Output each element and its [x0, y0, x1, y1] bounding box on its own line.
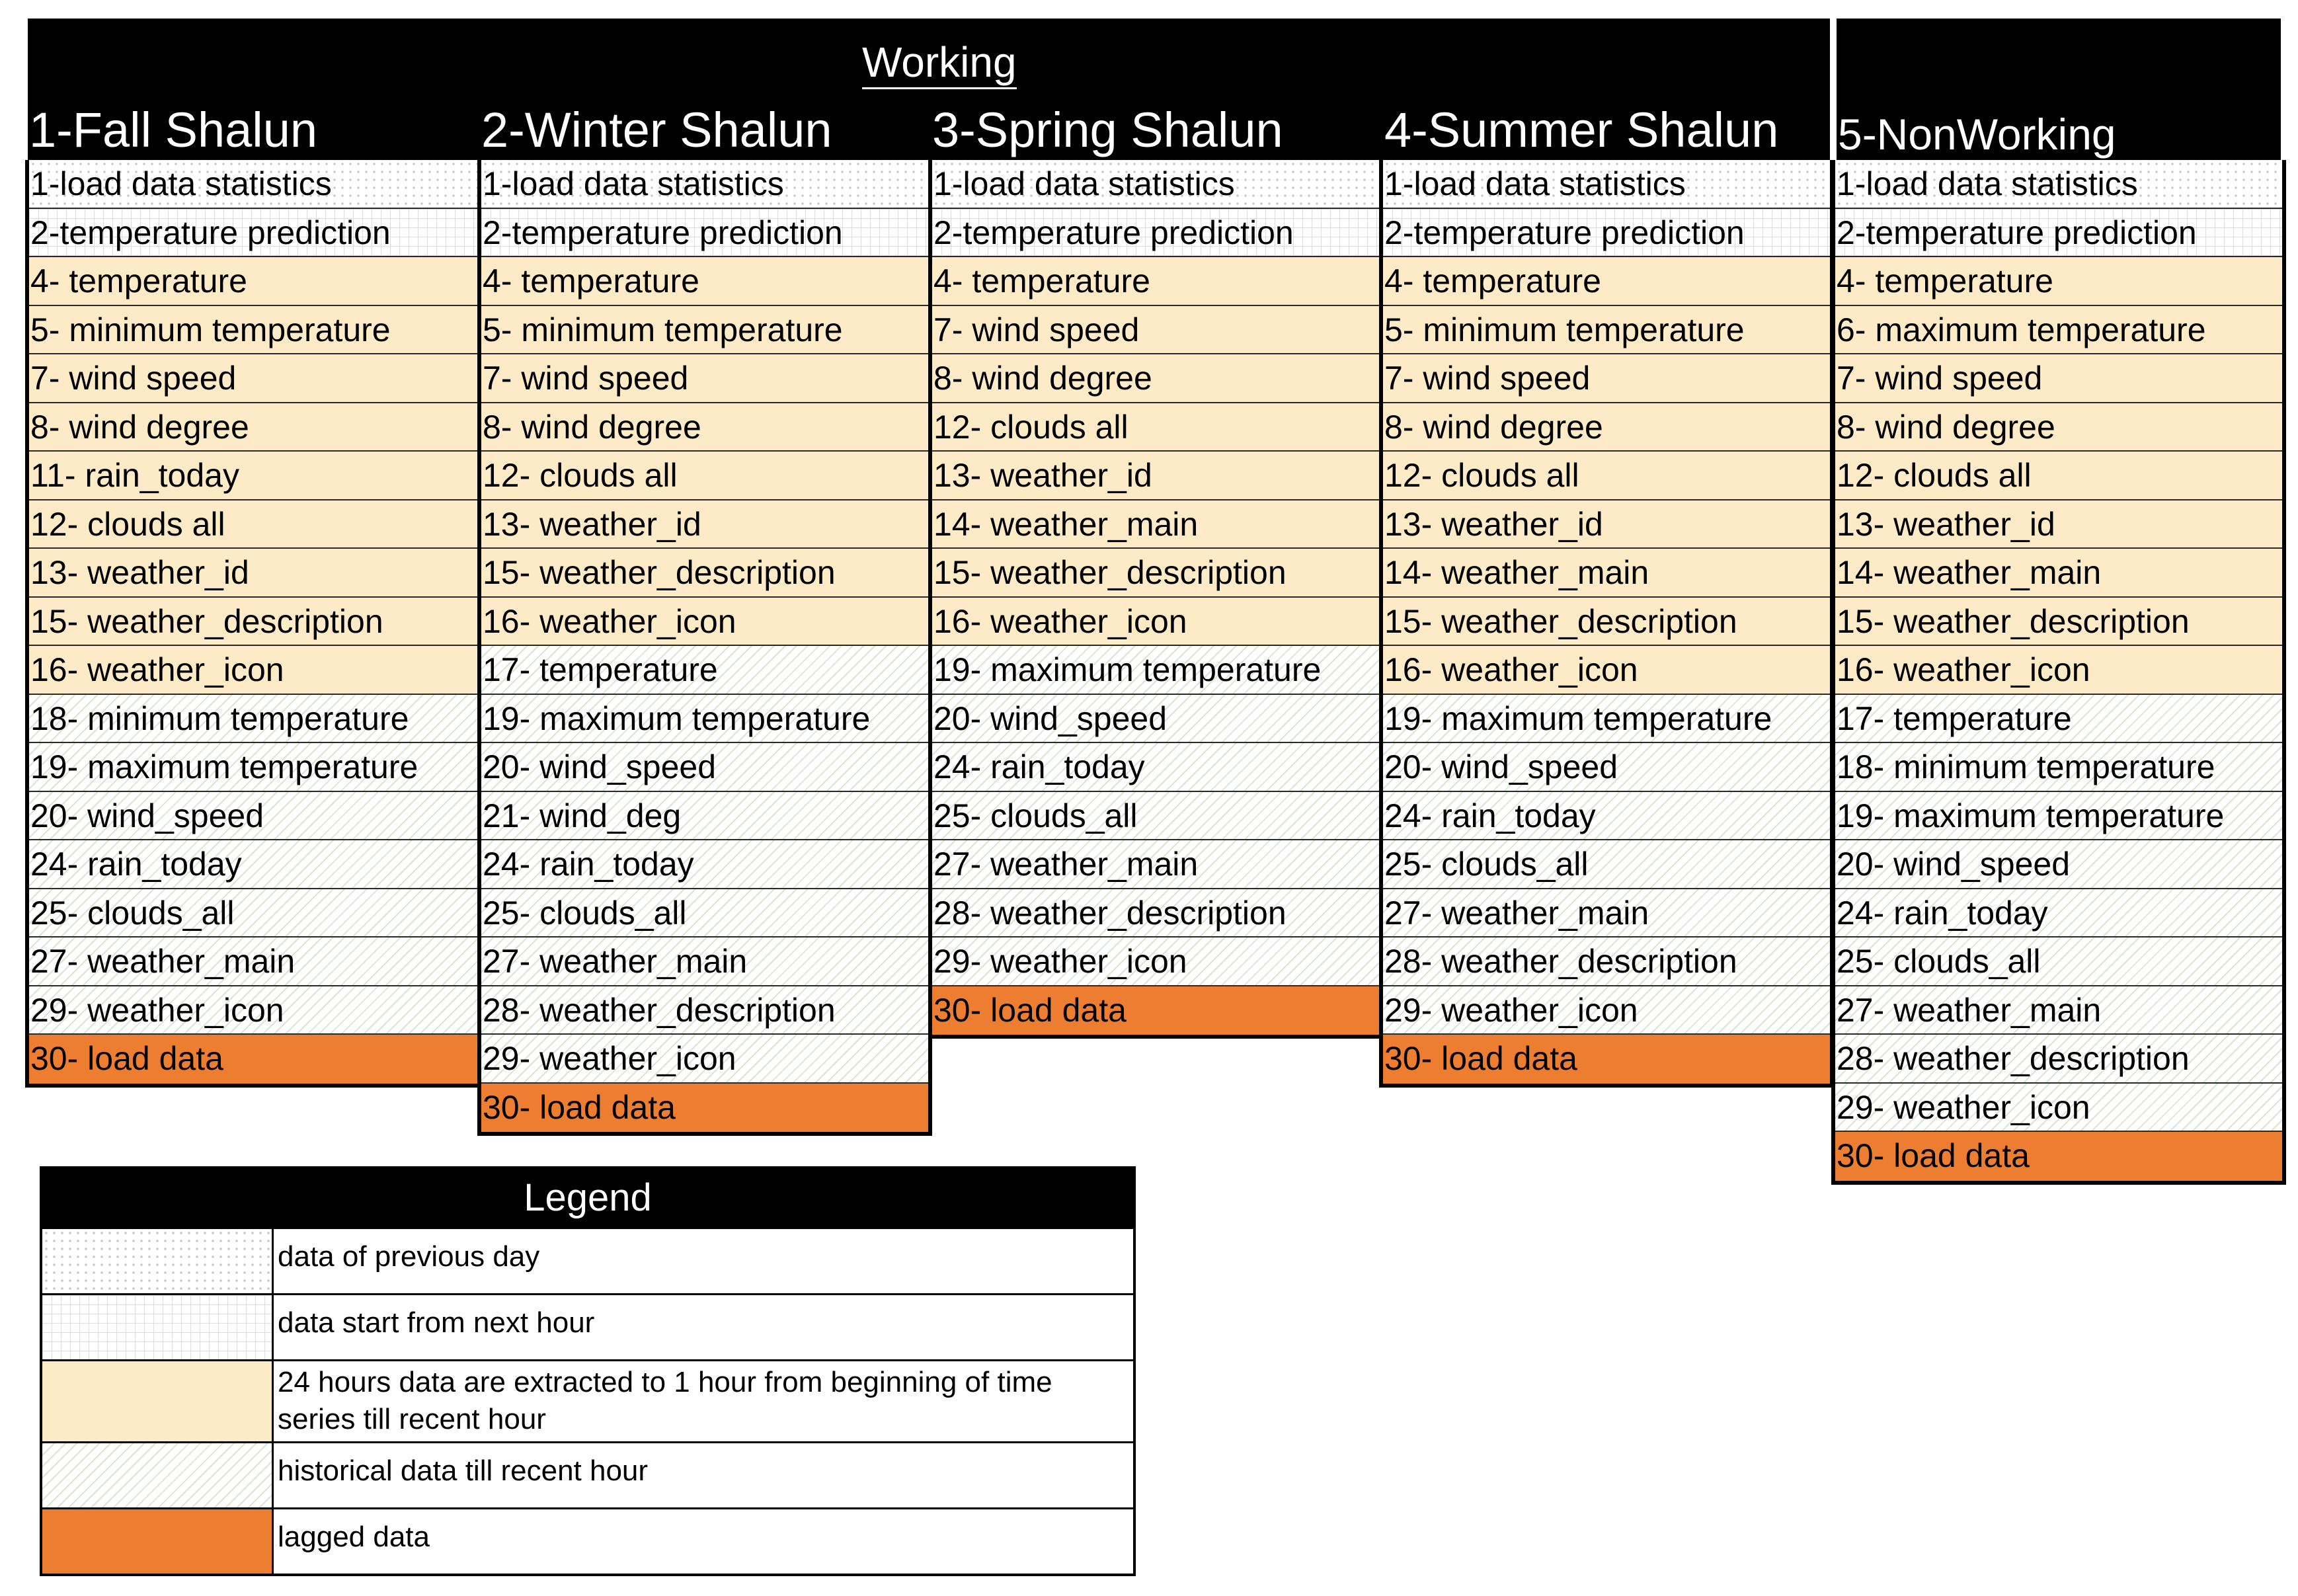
table-row: 20- wind_speed — [932, 695, 1379, 744]
table-row: 4- temperature — [481, 257, 928, 306]
legend-swatch — [42, 1295, 274, 1359]
column-title-summer: 4-Summer Shalun — [1384, 102, 1779, 157]
table-row: 7- wind speed — [932, 306, 1379, 355]
table-row: 16- weather_icon — [481, 598, 928, 647]
legend-text: data start from next hour — [278, 1306, 595, 1339]
table-row: 24- rain_today — [932, 743, 1379, 792]
legend-swatch — [42, 1509, 274, 1574]
column-summer — [1379, 160, 1834, 1088]
table-row: 12- clouds all — [481, 452, 928, 500]
table-row: 4- temperature — [29, 257, 477, 306]
table-row: 14- weather_main — [932, 500, 1379, 549]
table-row: 7- wind speed — [29, 354, 477, 403]
table-row: 11- rain_today — [29, 452, 477, 500]
table-row: 1-load data statistics — [481, 160, 928, 209]
table-row: 17- temperature — [1835, 695, 2282, 744]
table-row: 19- maximum temperature — [1383, 695, 1830, 744]
table-row: 15- weather_description — [932, 549, 1379, 598]
table-row: 25- clouds_all — [932, 792, 1379, 841]
table-row: 24- rain_today — [1383, 792, 1830, 841]
table-row: 28- weather_description — [932, 889, 1379, 938]
legend-text: 24 hours data are extracted to 1 hour from beginning of time series till recent hour — [278, 1366, 1052, 1435]
table-row: 1-load data statistics — [29, 160, 477, 209]
table-row: 1-load data statistics — [1835, 160, 2282, 209]
table-row: 16- weather_icon — [29, 646, 477, 695]
legend-rows — [42, 1227, 1133, 1574]
table-row: 8- wind degree — [1835, 403, 2282, 452]
table-row: 20- wind_speed — [481, 743, 928, 792]
legend — [40, 1166, 1136, 1576]
table-row: 18- minimum temperature — [29, 695, 477, 744]
table-row: 1-load data statistics — [932, 160, 1379, 209]
table-row: 4- temperature — [1835, 257, 2282, 306]
table-row: 2-temperature prediction — [481, 209, 928, 258]
table-row: 15- weather_description — [1835, 598, 2282, 647]
table-row: 8- wind degree — [932, 354, 1379, 403]
table-row: 27- weather_main — [1383, 889, 1830, 938]
table-row: 17- temperature — [481, 646, 928, 695]
legend-item — [42, 1507, 1133, 1574]
table-row: 20- wind_speed — [1383, 743, 1830, 792]
table-row: 14- weather_main — [1383, 549, 1830, 598]
table-row: 30- load data — [29, 1035, 477, 1084]
table-row: 16- weather_icon — [932, 598, 1379, 647]
table-row: 24- rain_today — [481, 840, 928, 889]
table-row: 25- clouds_all — [29, 889, 477, 938]
table-row: 7- wind speed — [1383, 354, 1830, 403]
legend-item — [42, 1293, 1133, 1359]
column-nonworking — [1831, 160, 2286, 1185]
table-row: 13- weather_id — [481, 500, 928, 549]
table-row: 4- temperature — [932, 257, 1379, 306]
table-row: 5- minimum temperature — [29, 306, 477, 355]
table-row: 29- weather_icon — [932, 938, 1379, 986]
table-row: 25- clouds_all — [1835, 938, 2282, 986]
table-row: 25- clouds_all — [1383, 840, 1830, 889]
table-row: 18- minimum temperature — [1835, 743, 2282, 792]
table-row: 8- wind degree — [29, 403, 477, 452]
table-row: 13- weather_id — [29, 549, 477, 598]
table-row: 24- rain_today — [29, 840, 477, 889]
legend-text: historical data till recent hour — [278, 1455, 649, 1487]
table-row: 5- minimum temperature — [1383, 306, 1830, 355]
working-label: Working — [862, 41, 1017, 89]
legend-text: data of previous day — [278, 1240, 540, 1273]
table-row: 1-load data statistics — [1383, 160, 1830, 209]
table-row: 25- clouds_all — [481, 889, 928, 938]
column-fall — [25, 160, 481, 1088]
table-row: 12- clouds all — [1383, 452, 1830, 500]
column-winter — [477, 160, 932, 1136]
table-row: 16- weather_icon — [1383, 646, 1830, 695]
table-row: 2-temperature prediction — [932, 209, 1379, 258]
table-row: 13- weather_id — [932, 452, 1379, 500]
table-row: 19- maximum temperature — [29, 743, 477, 792]
table-row: 27- weather_main — [1835, 986, 2282, 1035]
table-row: 13- weather_id — [1835, 500, 2282, 549]
table-row: 8- wind degree — [1383, 403, 1830, 452]
table-row: 12- clouds all — [932, 403, 1379, 452]
table-row: 30- load data — [932, 986, 1379, 1035]
table-row: 7- wind speed — [1835, 354, 2282, 403]
table-row: 14- weather_main — [1835, 549, 2282, 598]
table-row: 6- maximum temperature — [1835, 306, 2282, 355]
table-row: 15- weather_description — [1383, 598, 1830, 647]
legend-swatch — [42, 1361, 274, 1441]
table-row: 15- weather_description — [481, 549, 928, 598]
table-row: 24- rain_today — [1835, 889, 2282, 938]
table-row: 30- load data — [481, 1084, 928, 1133]
table-row: 29- weather_icon — [1383, 986, 1830, 1035]
table-row: 19- maximum temperature — [1835, 792, 2282, 841]
column-title-fall: 1-Fall Shalun — [29, 102, 318, 157]
table-row: 27- weather_main — [481, 938, 928, 986]
table-row: 28- weather_description — [481, 986, 928, 1035]
legend-item — [42, 1227, 1133, 1293]
legend-item — [42, 1359, 1133, 1441]
column-spring — [928, 160, 1383, 1039]
table-row: 29- weather_icon — [1835, 1084, 2282, 1133]
column-title-nonworking: 5-NonWorking — [1838, 110, 2116, 159]
table-row: 2-temperature prediction — [1835, 209, 2282, 258]
legend-swatch — [42, 1229, 274, 1293]
table-row: 15- weather_description — [29, 598, 477, 647]
table-row: 5- minimum temperature — [481, 306, 928, 355]
table-row: 12- clouds all — [1835, 452, 2282, 500]
table-row: 29- weather_icon — [481, 1035, 928, 1084]
table-row: 7- wind speed — [481, 354, 928, 403]
table-row: 19- maximum temperature — [932, 646, 1379, 695]
column-title-winter: 2-Winter Shalun — [481, 102, 832, 157]
table-row: 8- wind degree — [481, 403, 928, 452]
table-row: 20- wind_speed — [29, 792, 477, 841]
table-row: 13- weather_id — [1383, 500, 1830, 549]
table-row: 30- load data — [1835, 1132, 2282, 1181]
legend-title: Legend — [42, 1169, 1133, 1227]
legend-item — [42, 1441, 1133, 1507]
table-row: 20- wind_speed — [1835, 840, 2282, 889]
column-title-spring: 3-Spring Shalun — [932, 102, 1283, 157]
table-row: 12- clouds all — [29, 500, 477, 549]
table-row: 27- weather_main — [29, 938, 477, 986]
legend-text: lagged data — [278, 1521, 430, 1553]
table-row: 16- weather_icon — [1835, 646, 2282, 695]
table-row: 28- weather_description — [1835, 1035, 2282, 1084]
table-row: 28- weather_description — [1383, 938, 1830, 986]
legend-swatch — [42, 1443, 274, 1507]
table-row: 27- weather_main — [932, 840, 1379, 889]
table-row: 2-temperature prediction — [29, 209, 477, 258]
table-row: 29- weather_icon — [29, 986, 477, 1035]
table-row: 4- temperature — [1383, 257, 1830, 306]
table-row: 21- wind_deg — [481, 792, 928, 841]
table-row: 30- load data — [1383, 1035, 1830, 1084]
table-row: 2-temperature prediction — [1383, 209, 1830, 258]
table-row: 19- maximum temperature — [481, 695, 928, 744]
